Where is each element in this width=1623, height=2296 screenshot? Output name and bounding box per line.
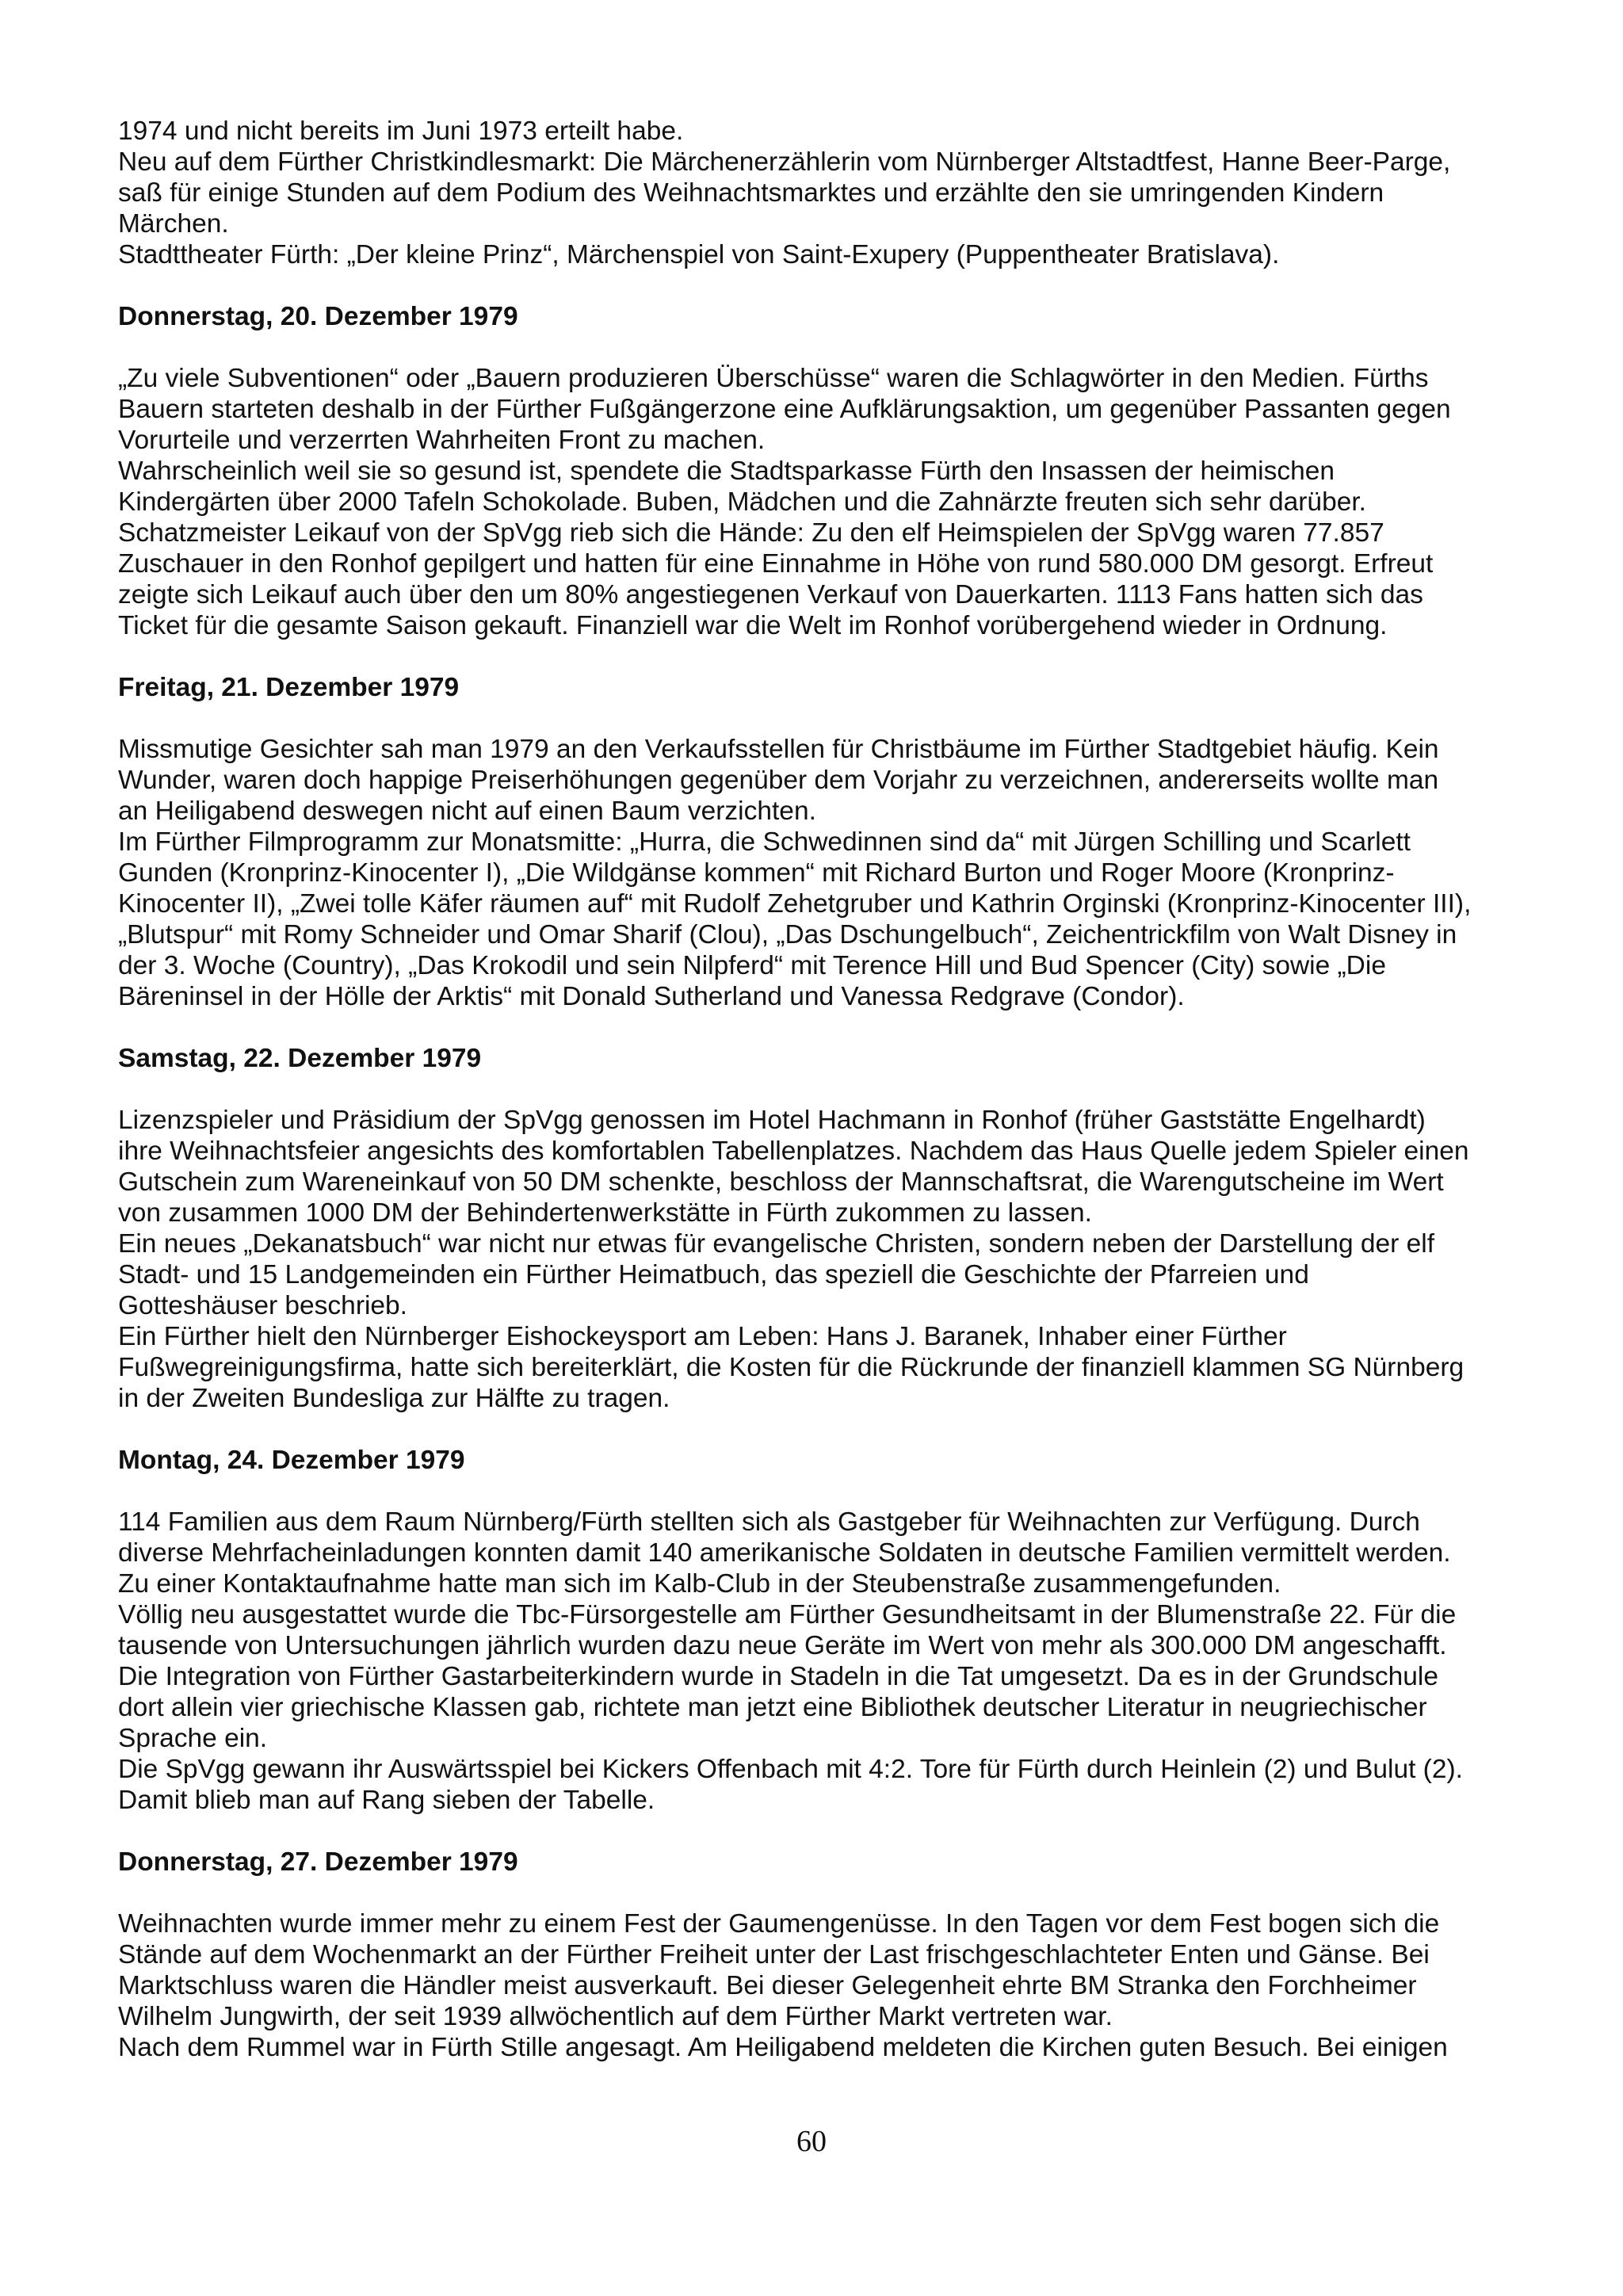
spacer (118, 1878, 1529, 1908)
text-line: 1974 und nicht bereits im Juni 1973 erteilt habe. (118, 117, 684, 146)
text-line: Stände auf dem Wochenmarkt an der Fürther Freiheit unter der Last frischgeschlachteter Enten und Gänse. Bei (118, 1940, 1430, 1969)
spacer (118, 703, 1529, 734)
text-line: zeigte sich Leikauf auch über den um 80% angestiegenen Verkauf von Dauerkarten. 1113 Fans hatten sich das (118, 580, 1423, 609)
section-dec-24 (118, 1414, 1529, 1816)
text-line: „Blutspur“ mit Romy Schneider und Omar Sharif (Clou), „Das Dschungelbuch“, Zeichentrickfilm von Walt Disney in (118, 920, 1457, 949)
section-dec-21 (118, 641, 1529, 1012)
text-line: 114 Familien aus dem Raum Nürnberg/Fürth stellten sich als Gastgeber für Weihnachten zur Verfügung. Durch (118, 1507, 1420, 1537)
section-dec-20 (118, 270, 1529, 641)
section-heading: Donnerstag, 20. Dezember 1979 (118, 302, 518, 331)
section-dec-27 (118, 1816, 1529, 2063)
spacer (118, 1414, 1529, 1445)
text-line: dort allein vier griechische Klassen gab, richtete man jetzt eine Bibliothek deutscher Literatur in neugriechischer (118, 1693, 1427, 1722)
text-line: Sprache ein. (118, 1724, 268, 1753)
section-heading: Donnerstag, 27. Dezember 1979 (118, 1847, 518, 1877)
text-line: Die SpVgg gewann ihr Auswärtsspiel bei Kickers Offenbach mit 4:2. Tore für Fürth durch Heinlein (2) und Bulut (2). (118, 1755, 1463, 1784)
text-line: Wahrscheinlich weil sie so gesund ist, spendete die Stadtsparkasse Fürth den Insassen der heimischen (118, 457, 1335, 486)
text-line: Wilhelm Jungwirth, der seit 1939 allwöchentlich auf dem Fürther Markt vertreten war. (118, 2002, 1113, 2031)
spacer (118, 1816, 1529, 1847)
text-line: Stadttheater Fürth: „Der kleine Prinz“, Märchenspiel von Saint-Exupery (Puppentheater Bratislava). (118, 240, 1280, 269)
section-dec-22 (118, 1012, 1529, 1414)
text-line: an Heiligabend deswegen nicht auf einen Baum verzichten. (118, 797, 816, 826)
text-line: Weihnachten wurde immer mehr zu einem Fest der Gaumengenüsse. In den Tagen vor dem Fest bogen sich die (118, 1909, 1440, 1939)
section-heading: Samstag, 22. Dezember 1979 (118, 1044, 482, 1073)
text-line: Stadt- und 15 Landgemeinden ein Fürther Heimatbuch, das speziell die Geschichte der Pfarreien und (118, 1260, 1309, 1289)
section-heading: Montag, 24. Dezember 1979 (118, 1446, 465, 1475)
section-heading: Freitag, 21. Dezember 1979 (118, 673, 460, 702)
text-line: in der Zweiten Bundesliga zur Hälfte zu tragen. (118, 1384, 670, 1413)
text-line: „Zu viele Subventionen“ oder „Bauern produzieren Überschüsse“ waren die Schlagwörter in den Medien. Fürths (118, 364, 1429, 393)
text-line: Gunden (Kronprinz-Kinocenter I), „Die Wildgänse kommen“ mit Richard Burton und Roger Moore (Kronprinz- (118, 858, 1395, 888)
spacer (118, 332, 1529, 363)
text-line: tausende von Untersuchungen jährlich wurden dazu neue Geräte im Wert von mehr als 300.000 DM angeschafft. (118, 1631, 1447, 1660)
text-line: Lizenzspieler und Präsidium der SpVgg genossen im Hotel Hachmann in Ronhof (früher Gaststätte Engelhardt) (118, 1106, 1426, 1135)
text-line: Zuschauer in den Ronhof gepilgert und hatten für eine Einnahme in Höhe von rund 580.000 DM gesorgt. Erfreut (118, 549, 1434, 579)
text-line: Nach dem Rummel war in Fürth Stille angesagt. Am Heiligabend meldeten die Kirchen guten Besuch. Bei einigen (118, 2033, 1448, 2062)
text-line: der 3. Woche (Country), „Das Krokodil und sein Nilpferd“ mit Terence Hill und Bud Spencer (City) sowie „Die (118, 951, 1386, 980)
intro-paragraph (118, 116, 1529, 270)
text-line: Zu einer Kontaktaufnahme hatte man sich im Kalb-Club in der Steubenstraße zusammengefunden. (118, 1569, 1281, 1599)
text-line: Bäreninsel in der Hölle der Arktis“ mit Donald Sutherland und Vanessa Redgrave (Condor). (118, 982, 1185, 1011)
text-line: Im Fürther Filmprogramm zur Monatsmitte: „Hurra, die Schwedinnen sind da“ mit Jürgen Schilling und Scarlett (118, 827, 1411, 857)
text-line: Gutschein zum Wareneinkauf von 50 DM schenkte, beschloss der Mannschaftsrat, die Warengutscheine im Wert (118, 1167, 1444, 1197)
text-line: von zusammen 1000 DM der Behindertenwerkstätte in Fürth zukommen zu lassen. (118, 1198, 1092, 1228)
text-line: Ticket für die gesamte Saison gekauft. Finanziell war die Welt im Ronhof vorübergehend wieder in Ordnung. (118, 611, 1388, 640)
text-line: Ein Fürther hielt den Nürnberger Eishockeysport am Leben: Hans J. Baranek, Inhaber einer Fürther (118, 1322, 1287, 1351)
text-line: Marktschluss waren die Händler meist ausverkauft. Bei dieser Gelegenheit ehrte BM Stranka den Forchheimer (118, 1971, 1417, 2000)
text-line: Völlig neu ausgestattet wurde die Tbc-Fürsorgestelle am Fürther Gesundheitsamt in der Blumenstraße 22. Für die (118, 1600, 1457, 1629)
text-line: Missmutige Gesichter sah man 1979 an den Verkaufsstellen für Christbäume im Fürther Stadtgebiet häufig. Kein (118, 735, 1439, 764)
text-line: Ein neues „Dekanatsbuch“ war nicht nur etwas für evangelische Christen, sondern neben der Darstellung der elf (118, 1229, 1435, 1259)
text-line: Fußwegreinigungsfirma, hatte sich bereiterklärt, die Kosten für die Rückrunde der finanziell klammen SG Nürnberg (118, 1353, 1465, 1382)
spacer (118, 1476, 1529, 1507)
spacer (118, 641, 1529, 672)
text-line: Gotteshäuser beschrieb. (118, 1291, 407, 1320)
text-line: Kindergärten über 2000 Tafeln Schokolade. Buben, Mädchen und die Zahnärzte freuten sich sehr darüber. (118, 487, 1366, 517)
text-line: Schatzmeister Leikauf von der SpVgg rieb sich die Hände: Zu den elf Heimspielen der SpVgg waren 77.857 (118, 518, 1384, 548)
text-line: Kinocenter II), „Zwei tolle Käfer räumen auf“ mit Rudolf Zehetgruber und Kathrin Orginski (Kronprinz-Kinocenter III), (118, 889, 1472, 919)
text-line: saß für einige Stunden auf dem Podium des Weihnachtsmarktes und erzählte den sie umringenden Kindern (118, 178, 1384, 208)
text-line: Bauern starteten deshalb in der Fürther Fußgängerzone eine Aufklärungsaktion, um gegenüber Passanten gegen (118, 395, 1451, 424)
text-line: diverse Mehrfacheinladungen konnten damit 140 amerikanische Soldaten in deutsche Familien vermittelt werden. (118, 1538, 1451, 1568)
page-body (118, 116, 1529, 2063)
text-line: Die Integration von Fürther Gastarbeiterkindern wurde in Stadeln in die Tat umgesetzt. Da es in der Grundschule (118, 1662, 1438, 1691)
spacer (118, 1012, 1529, 1043)
text-line: ihre Weihnachtsfeier angesichts des komfortablen Tabellenplatzes. Nachdem das Haus Quelle jedem Spieler einen (118, 1137, 1469, 1166)
text-line: Wunder, waren doch happige Preiserhöhungen gegenüber dem Vorjahr zu verzeichnen, andererseits wollte man (118, 766, 1439, 795)
text-line: Neu auf dem Fürther Christkindlesmarkt: Die Märchenerzählerin vom Nürnberger Altstadtfest, Hanne Beer-Parge, (118, 147, 1451, 177)
spacer (118, 1074, 1529, 1105)
spacer (118, 270, 1529, 301)
page-number: 60 (796, 2125, 827, 2158)
text-line: Vorurteile und verzerrten Wahrheiten Front zu machen. (118, 426, 766, 455)
text-line: Damit blieb man auf Rang sieben der Tabelle. (118, 1786, 655, 1815)
text-line: Märchen. (118, 209, 229, 239)
